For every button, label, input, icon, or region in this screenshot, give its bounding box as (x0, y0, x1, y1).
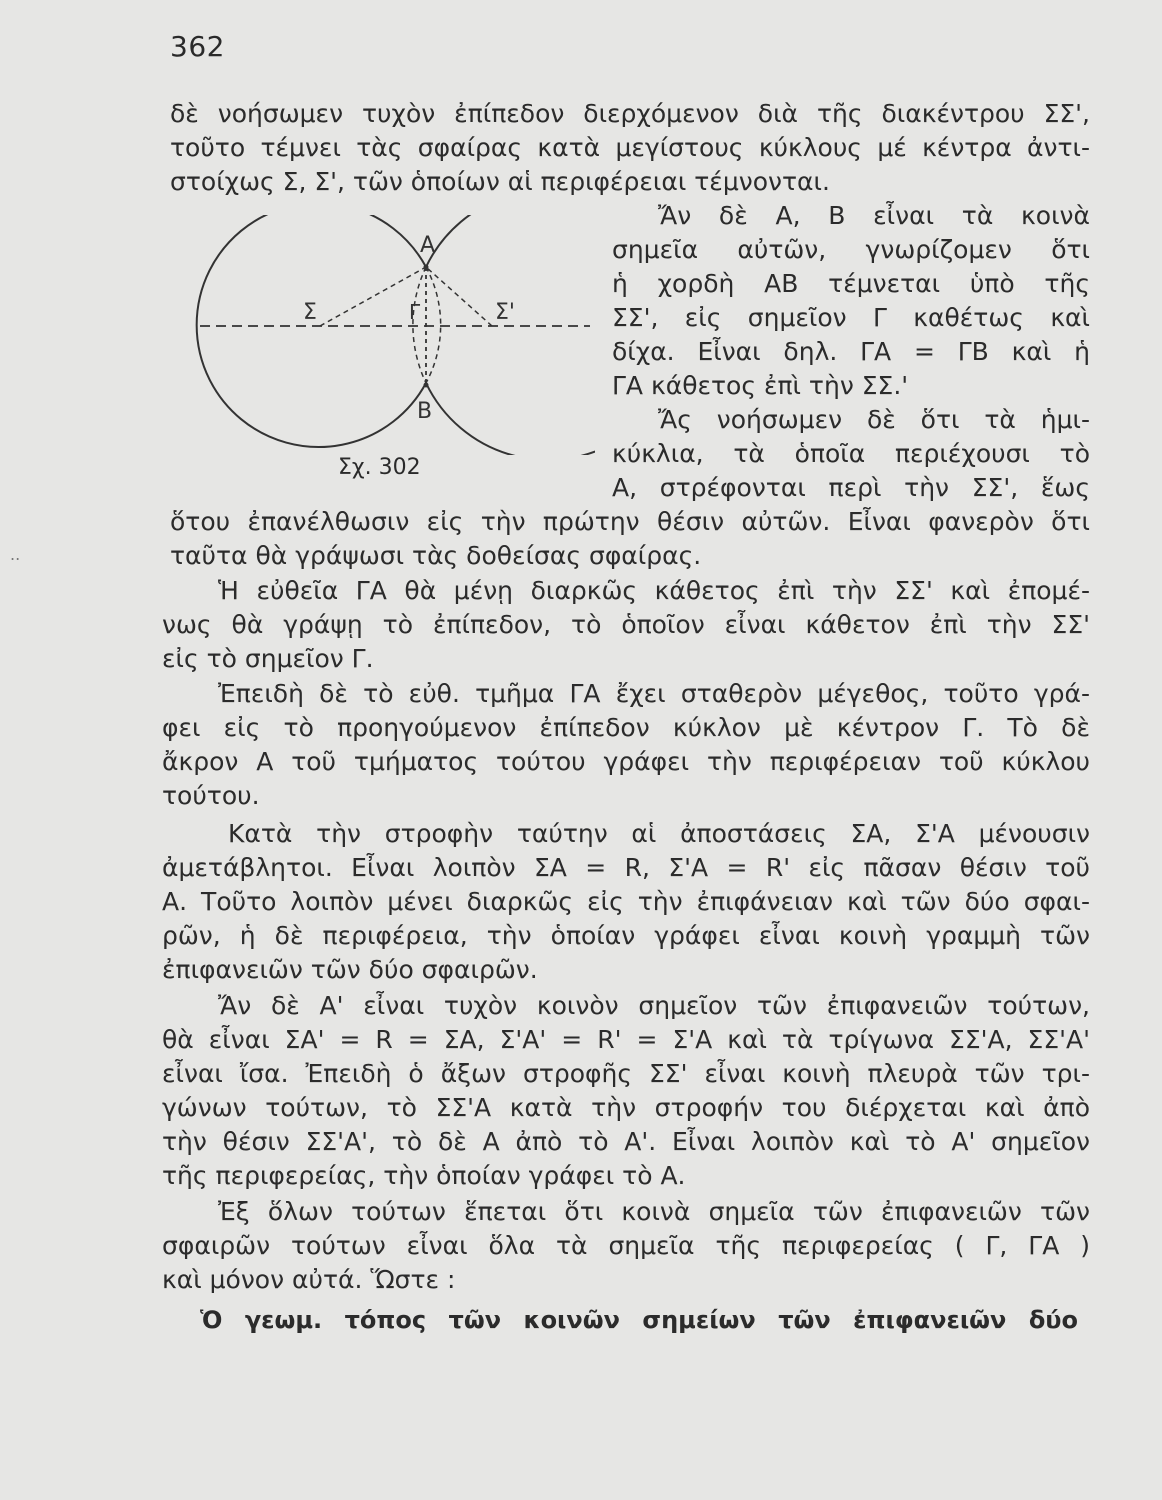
label-gamma: Γ (409, 300, 421, 324)
text-line: δίχα. Εἶναι δηλ. ΓΑ = ΓΒ καὶ ἡ (612, 337, 1090, 366)
text-line: τοῦτο τέμνει τὰς σφαίρας κατὰ μεγίστους κύκλους μέ κέντρα ἀντι- (170, 133, 1090, 162)
text-line: εἰς τὸ σημεῖον Γ. (162, 644, 374, 673)
text-line: ἄκρον Α τοῦ τμήματος τούτου γράφει τὴν περιφέρειαν τοῦ κύκλου (162, 747, 1090, 776)
page-number: 362 (170, 30, 225, 63)
text-line: Ἄν δὲ Α' εἶναι τυχὸν κοινὸν σημεῖον τῶν ἐπιφανειῶν τούτων, (218, 991, 1090, 1020)
segment-S2A (426, 267, 492, 326)
inner-arc-left (413, 267, 426, 383)
inner-arc-right (426, 267, 441, 383)
text-line: Α, στρέφονται περὶ τὴν ΣΣ', ἕως (612, 473, 1090, 502)
text-line: σφαιρῶν τούτων εἶναι ὅλα τὰ σημεῖα τῆς περιφερείας ( Γ, ΓΑ ) (162, 1231, 1090, 1260)
text-line: φει εἰς τὸ προηγούμενον ἐπίπεδον κύκλον μὲ κέντρον Γ. Τὸ δὲ (162, 713, 1090, 742)
text-line: τὴν θέσιν ΣΣ'Α', τὸ δὲ Α ἀπὸ τὸ Α'. Εἶναι λοιπὸν καὶ τὸ Α' σημεῖον (162, 1127, 1090, 1156)
right-circle (426, 215, 595, 455)
text-line: Ἡ εὐθεῖα ΓΑ θὰ μένῃ διαρκῶς κάθετος ἐπὶ τὴν ΣΣ' καὶ ἐπομέ- (218, 576, 1090, 605)
text-line: Α. Τοῦτο λοιπὸν μένει διαρκῶς εἰς τὴν ἐπιφάνειαν καὶ τῶν δύο σφαι- (162, 887, 1090, 916)
text-line: τῆς περιφερείας, τὴν ὁποίαν γράφει τὸ Α. (162, 1161, 686, 1190)
text-line: γώνων τούτων, τὸ ΣΣ'Α κατὰ τὴν στροφήν του διέρχεται καὶ ἀπὸ (162, 1093, 1090, 1122)
figure-302 (195, 215, 595, 455)
text-line: καὶ μόνον αὐτά. Ὥστε : (162, 1265, 456, 1294)
label-A: A (420, 233, 436, 258)
text-line: ἐπιφανειῶν τῶν δύο σφαιρῶν. (162, 955, 538, 984)
margin-mark: .. (10, 545, 21, 564)
label-sigma-prime: Σ' (495, 300, 515, 325)
text-line: ἡ χορδὴ ΑΒ τέμνεται ὑπὸ τῆς (612, 269, 1090, 298)
text-line: Ἄν δὲ Α, Β εἶναι τὰ κοινὰ (658, 201, 1090, 230)
left-circle (197, 215, 426, 447)
text-line: Ἐξ ὅλων τούτων ἕπεται ὅτι κοινὰ σημεῖα τῶν ἐπιφανειῶν τῶν (218, 1197, 1090, 1226)
text-line: δὲ νοήσωμεν τυχὸν ἐπίπεδον διερχόμενον διὰ τῆς διακέντρου ΣΣ', (170, 99, 1090, 128)
text-line: τούτου. (162, 781, 260, 810)
text-line: στοίχως Σ, Σ', τῶν ὁποίων αἱ περιφέρειαι τέμνονται. (170, 167, 830, 196)
text-line: θὰ εἶναι ΣΑ' = R = ΣΑ, Σ'Α' = R' = Σ'Α καὶ τὰ τρίγωνα ΣΣ'Α, ΣΣ'Α' (162, 1025, 1090, 1054)
text-line: Ἐπειδὴ δὲ τὸ εὐθ. τμῆμα ΓΑ ἔχει σταθερὸν μέγεθος, τοῦτο γρά- (218, 679, 1090, 708)
text-line: ρῶν, ἡ δὲ περιφέρεια, τὴν ὁποίαν γράφει εἶναι κοινὴ γραμμὴ τῶν (162, 921, 1090, 950)
text-line: σημεῖα αὐτῶν, γνωρίζομεν ὅτι (612, 235, 1090, 264)
text-line: Κατὰ τὴν στροφὴν ταύτην αἱ ἀποστάσεις ΣΑ, Σ'Α μένουσιν (228, 819, 1090, 848)
text-line: κύκλια, τὰ ὁποῖα περιέχουσι τὸ (612, 439, 1090, 468)
text-line: ΣΣ', εἰς σημεῖον Γ καθέτως καὶ (612, 303, 1090, 332)
text-line: εἶναι ἴσα. Ἐπειδὴ ὁ ἄξων στροφῆς ΣΣ' εἶναι κοινὴ πλευρὰ τῶν τρι- (162, 1059, 1090, 1088)
theorem-line: Ὁ γεωμ. τόπος τῶν κοινῶν σημείων τῶν ἐπιφανειῶν δύο (200, 1306, 1078, 1334)
figure-caption: Σχ. 302 (338, 455, 421, 480)
text-line: ταῦτα θὰ γράψωσι τὰς δοθείσας σφαίρας. (170, 541, 702, 570)
label-sigma: Σ (303, 300, 317, 325)
text-line: νως θὰ γράψῃ τὸ ἐπίπεδον, τὸ ὁποῖον εἶναι κάθετον ἐπὶ τὴν ΣΣ' (162, 610, 1090, 639)
label-B: B (417, 399, 433, 424)
text-line: Ἄς νοήσωμεν δὲ ὅτι τὰ ἡμι- (658, 405, 1090, 434)
text-line: ΓΑ κάθετος ἐπὶ τὴν ΣΣ.' (612, 371, 909, 400)
text-line: ἀμετάβλητοι. Εἶναι λοιπὸν ΣΑ = R, Σ'Α = R' εἰς πᾶσαν θέσιν τοῦ (162, 853, 1090, 882)
text-line: ὅτου ἐπανέλθωσιν εἰς τὴν πρώτην θέσιν αὐτῶν. Εἶναι φανερὸν ὅτι (170, 507, 1090, 536)
